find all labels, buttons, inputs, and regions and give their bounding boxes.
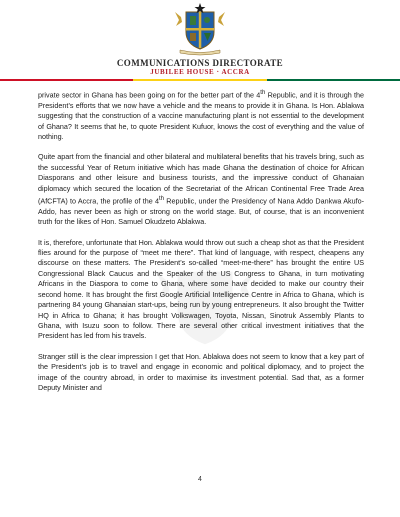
paragraph-text: Republic, and it is through the President’s efforts that we now have a vehicle and the means to provide it in Ghana. Is Hon. Ablakwa suggesting that the construction of a vaccine manufacturing plant is not essential to the development of Ghana? It seems that he, to quote President Kufuor, knows the cost of everything and the value of nothing. xyxy=(38,90,365,142)
letterhead xyxy=(0,0,400,82)
page-number: 4 xyxy=(198,476,202,483)
flag-green-stripe xyxy=(267,79,400,81)
ordinal-suffix: th xyxy=(260,90,266,96)
paragraph-text: Stranger still is the clear impression I get that Hon. Ablakwa does not seem to know that a key part of the President’s job is to travel and engage in economic and political diplomacy, and to project the image of the country abroad, in order to maximise its investment potential. Sad that, as a former Deputy Minister and xyxy=(38,351,364,392)
paragraph-text: Quite apart from the financial and other bilateral and multilateral benefits that his travels bring, such as the successful Year of Return initiative which has made Ghana the destination of choice for African Diasporans and other leisure and business tourists, and the impressive conduct of Ghanaian diplomacy which secured the location of the Secretariat of the African Continental Free Trade Area (AfCFTA) to Accra, the profile of the 4 xyxy=(38,152,364,206)
flag-red-stripe xyxy=(0,79,133,81)
flag-color-bar xyxy=(0,79,400,81)
paragraph xyxy=(38,238,364,342)
ordinal-suffix: th xyxy=(159,196,165,203)
coat-of-arms-icon xyxy=(172,2,228,56)
directorate-title: COMMUNICATIONS DIRECTORATE xyxy=(116,58,284,68)
flag-gold-stripe xyxy=(133,79,266,81)
paragraph-text: private sector in Ghana has been going on for the better part of the 4 xyxy=(38,90,261,100)
paragraph-text: Republic, under the Presidency of Nana Addo Dankwa Akufo-Addo, has never been as high or strong on the world stage. But, of course, that is an inconvenient truth for the likes of Hon. Samuel Okudzeto Ablakwa. xyxy=(38,196,364,227)
directorate-location: JUBILEE HOUSE · ACCRA xyxy=(150,68,250,76)
paragraph xyxy=(38,88,364,142)
paragraph-text: It is, therefore, unfortunate that Hon. Ablakwa would throw out such a cheap shot as that the President flies around for the purpose of “meet me there”. That kind of language, with respect, cheapens any discourse on these matters. The President’s so-called “meet-me-there” has brought the entire US Congressional Black Caucus and the Speaker of the US Congress to Ghana, in turn motivating Africans in the Diaspora to come to Ghana, where some have decided to make our country their second home. It has brought the first Google Artificial Intelligence Centre in Africa to Ghana, which is partnering 84 young Ghanaian start-ups, being run by young entrepreneurs. It also brought the Twitter HQ in Africa to Ghana; it has brought Volkswagen, Toyota, Nissan, Sinotruk Assembly Plants to Ghana, with Isuzu soon to follow. There are several other critical investment initiatives that the President has led from his travels. xyxy=(38,237,364,341)
body-text xyxy=(38,88,364,403)
paragraph xyxy=(38,152,364,227)
paragraph xyxy=(38,352,364,394)
